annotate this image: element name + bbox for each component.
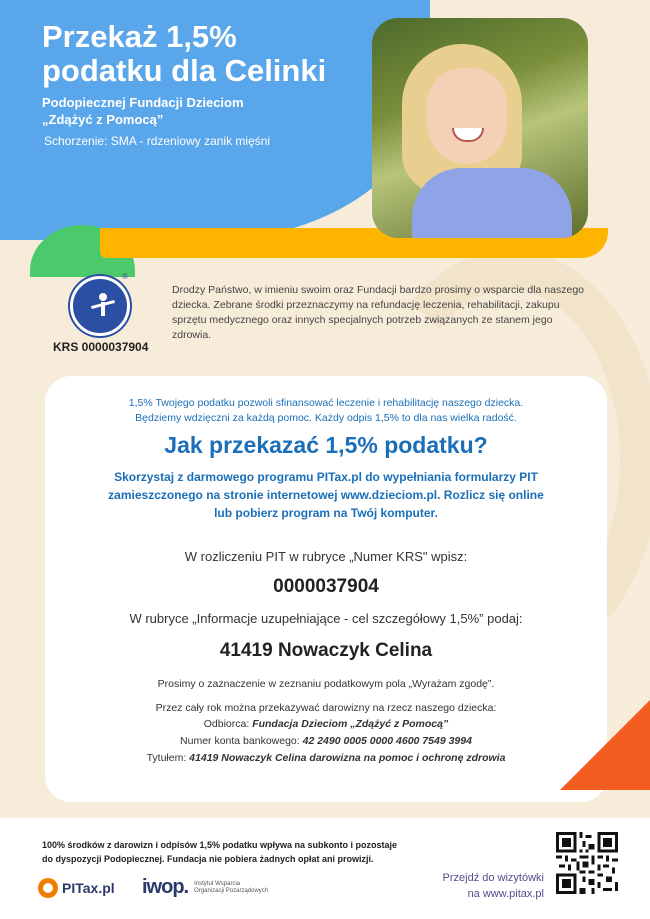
donate-intro: Przez cały rok można przekazywać darowizny na rzecz naszego dziecka: bbox=[155, 702, 497, 714]
registered-mark: ® bbox=[122, 272, 128, 281]
card-lead: 1,5% Twojego podatku pozwoli sfinansować leczenie i rehabilitację naszego dziecka. Będziemy wdzięczni za każdą pomoc. Każdy odpis 1,5% to dla nas wielka radość. bbox=[128, 397, 524, 424]
footer bbox=[0, 818, 650, 919]
krs-label: KRS 0000037904 bbox=[53, 340, 149, 354]
child-photo bbox=[372, 18, 588, 238]
page-subtitle: Podopiecznej Fundacji Dzieciom „Zdążyć z Pomocą” bbox=[42, 95, 244, 127]
intro-paragraph: Drodzy Państwo, w imieniu swoim oraz Fundacji bardzo prosimy o wsparcie dla naszego dziecka. Zebrane środki przeznaczymy na refundację leczenia, rehabilitacji, zakupu sprzętu medycznego oraz innych specjalnych potrzeb związanych ze stanem jego zdrowia. bbox=[172, 284, 585, 341]
orange-accent-triangle bbox=[560, 700, 650, 790]
visit-link[interactable]: Przejdź do wizytówki na www.pitax.pl bbox=[442, 872, 544, 900]
title-row: Tytułem: 41419 Nowaczyk Celina darowizna na pomoc i ochronę zdrowia bbox=[146, 752, 506, 764]
qr-code-icon[interactable] bbox=[556, 832, 618, 894]
foundation-logo-icon bbox=[70, 276, 130, 336]
account-row: Numer konta bankowego: 42 2490 0005 0000 4600 7549 3994 bbox=[180, 735, 472, 747]
krs-number: 0000037904 bbox=[273, 576, 379, 597]
qr-code-graphic bbox=[556, 832, 618, 894]
pit-krs-instruction: W rozliczeniu PIT w rubryce „Numer KRS" wpisz: bbox=[184, 549, 468, 564]
recipient-row: Odbiorca: Fundacja Dzieciom „Zdążyć z Pomocą” bbox=[203, 718, 449, 730]
consent-text: Prosimy o zaznaczenie w zeznaniu podatkowym pola „Wyrażam zgodę”. bbox=[157, 678, 495, 690]
howto-text: Skorzystaj z darmowego programu PITax.pl do wypełniania formularzy PIT zamieszczonego na stronie internetowej www.dzieciom.pl. Rozlicz się online lub pobierz program na Twój komputer. bbox=[108, 470, 544, 520]
iwop-logo[interactable]: iwop. Instytut Wsparcia Organizacji Pozarządowych bbox=[142, 876, 269, 898]
goal-text: 41419 Nowaczyk Celina bbox=[219, 640, 433, 661]
pitax-logo[interactable]: PITax.pl bbox=[38, 876, 115, 900]
footer-note: 100% środków z darowizn i odpisów 1,5% podatku wpływa na subkonto i pozostaje do dyspozycji Podopiecznej. Fundacja nie pobiera żadnych opłat ani prowizji. bbox=[42, 840, 398, 864]
page-title: Przekaż 1,5% podatku dla Celinki bbox=[42, 19, 327, 88]
disease-text: Schorzenie: SMA - rdzeniowy zanik mięśni bbox=[44, 134, 271, 148]
pitax-logo-icon bbox=[38, 878, 58, 898]
card-heading: Jak przekazać 1,5% podatku? bbox=[164, 432, 488, 458]
pit-goal-instruction: W rubryce „Informacje uzupełniające - cel szczegółowy 1,5%” podaj: bbox=[129, 611, 523, 626]
instructions-card bbox=[45, 376, 607, 802]
